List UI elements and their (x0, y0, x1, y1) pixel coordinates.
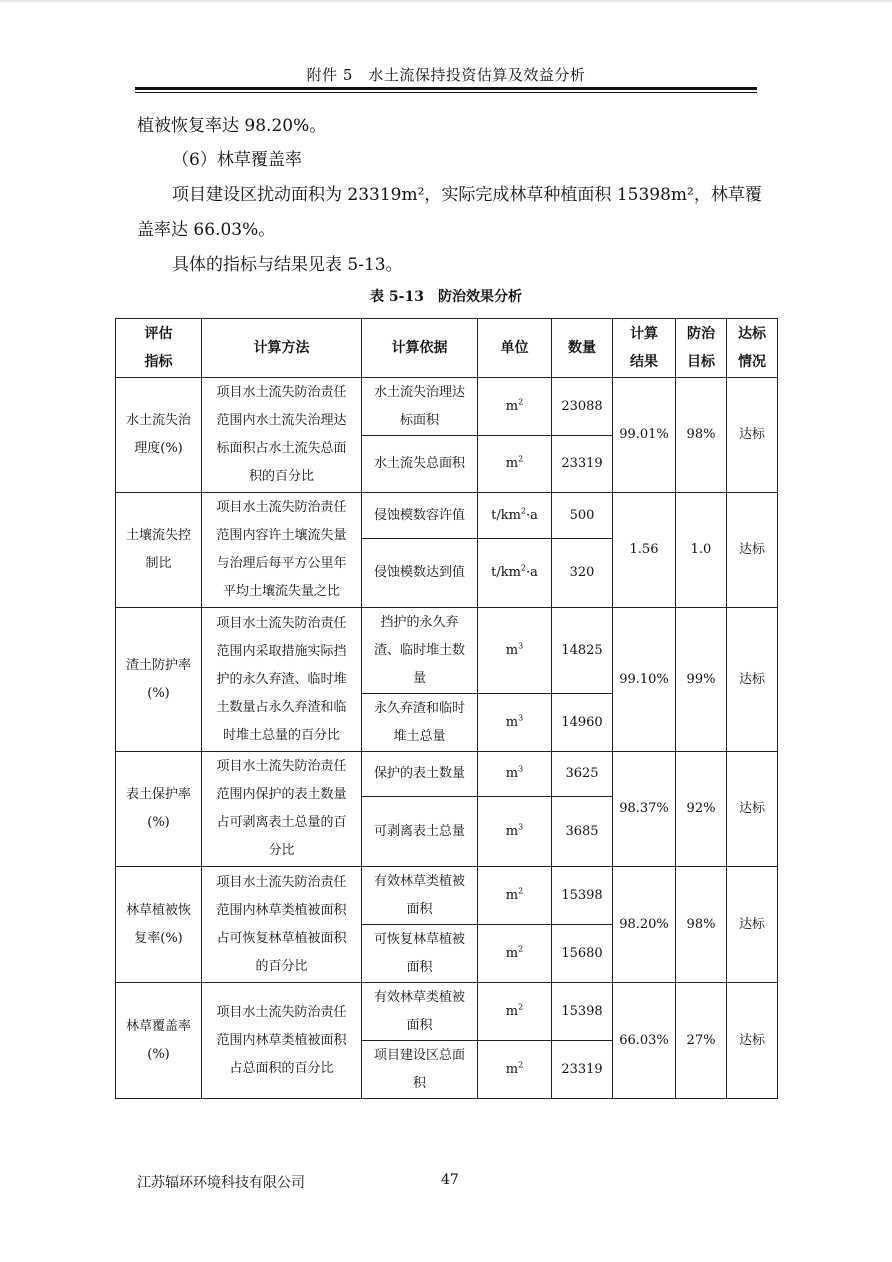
header-basis: 计算依据 (362, 319, 478, 378)
page-top-border (0, 0, 892, 2)
target-cell: 98% (676, 378, 727, 493)
header-rule-thin (135, 92, 757, 93)
header-method: 计算方法 (202, 319, 362, 378)
page-number: 47 (441, 1172, 459, 1188)
unit-cell: $m^2$ (478, 867, 552, 925)
unit-cell: $m^3$ (478, 797, 552, 867)
unit-cell: $m^2$ (478, 983, 552, 1041)
paragraph-line: 项目建设区扰动面积为 23319m²，实际完成林草种植面积 15398m²，林草覆 (172, 185, 762, 205)
quantity-cell: 15680 (552, 925, 613, 983)
paragraph-line: 具体的指标与结果见表 5-13。 (172, 255, 403, 275)
target-cell: 98% (676, 867, 727, 983)
result-cell: 1.56 (613, 493, 676, 608)
indicator-cell: 林草覆盖率(%) (116, 983, 202, 1099)
basis-cell: 项目建设区总面积 (362, 1041, 478, 1099)
method-cell: 项目水土流失防治责任范围内林草类植被面积占总面积的百分比 (202, 983, 362, 1099)
header-indicator: 评估 指标 (116, 319, 202, 378)
status-cell: 达标 (727, 493, 778, 608)
table-row (116, 493, 778, 539)
header-rule-thick (135, 87, 757, 90)
basis-cell: 有效林草类植被面积 (362, 867, 478, 925)
method-cell: 项目水土流失防治责任范围内容许土壤流失量与治理后每平方公里年平均土壤流失量之比 (202, 493, 362, 608)
text-line-recovery-rate: 植被恢复率达 98.20%。 (137, 116, 327, 136)
section-heading: （6）林草覆盖率 (172, 150, 302, 170)
paragraph-line: 盖率达 66.03%。 (137, 220, 276, 240)
basis-cell: 侵蚀模数容许值 (362, 493, 478, 539)
footer-company: 江苏辐环环境科技有限公司 (137, 1175, 305, 1191)
quantity-cell: 14825 (552, 608, 613, 694)
table-row (116, 752, 778, 797)
header-target: 防治 目标 (676, 319, 727, 378)
quantity-cell: 23088 (552, 378, 613, 436)
quantity-cell: 320 (552, 539, 613, 608)
quantity-cell: 23319 (552, 1041, 613, 1099)
result-cell: 99.10% (613, 608, 676, 752)
unit-cell: $m^2$ (478, 378, 552, 436)
basis-cell: 水土流失治理达标面积 (362, 378, 478, 436)
quantity-cell: 3685 (552, 797, 613, 867)
indicator-cell: 林草植被恢复率(%) (116, 867, 202, 983)
table-row (116, 608, 778, 694)
indicator-cell: 渣土防护率(%) (116, 608, 202, 752)
quantity-cell: 3625 (552, 752, 613, 797)
header-unit: 单位 (478, 319, 552, 378)
quantity-cell: 500 (552, 493, 613, 539)
method-cell: 项目水土流失防治责任范围内采取措施实际挡护的永久弃渣、临时堆土数量占永久弃渣和临时堆土总量的百分比 (202, 608, 362, 752)
target-cell: 99% (676, 608, 727, 752)
basis-cell: 保护的表土数量 (362, 752, 478, 797)
result-cell: 66.03% (613, 983, 676, 1099)
result-cell: 99.01% (613, 378, 676, 493)
quantity-cell: 23319 (552, 436, 613, 493)
quantity-cell: 14960 (552, 694, 613, 752)
status-cell: 达标 (727, 378, 778, 493)
status-cell: 达标 (727, 752, 778, 867)
header-status: 达标 情况 (727, 319, 778, 378)
running-header: 附件 5 水土流保持投资估算及效益分析 (306, 66, 586, 84)
header-quantity: 数量 (552, 319, 613, 378)
basis-cell: 可剥离表土总量 (362, 797, 478, 867)
status-cell: 达标 (727, 983, 778, 1099)
table-row (116, 867, 778, 925)
method-cell: 项目水土流失防治责任范围内林草类植被面积占可恢复林草植被面积的百分比 (202, 867, 362, 983)
result-cell: 98.37% (613, 752, 676, 867)
header-result: 计算 结果 (613, 319, 676, 378)
status-cell: 达标 (727, 867, 778, 983)
basis-cell: 侵蚀模数达到值 (362, 539, 478, 608)
indicator-cell: 土壤流失控制比 (116, 493, 202, 608)
unit-cell: $m^3$ (478, 608, 552, 694)
indicator-cell: 表土保护率(%) (116, 752, 202, 867)
target-cell: 1.0 (676, 493, 727, 608)
method-cell: 项目水土流失防治责任范围内保护的表土数量占可剥离表土总量的百分比 (202, 752, 362, 867)
basis-cell: 挡护的永久弃渣、临时堆土数量 (362, 608, 478, 694)
unit-cell: $t/km^2\cdot a$ (478, 539, 552, 608)
indicator-cell: 水土流失治理度(%) (116, 378, 202, 493)
quantity-cell: 15398 (552, 867, 613, 925)
basis-cell: 有效林草类植被面积 (362, 983, 478, 1041)
table-caption: 表 5-13 防治效果分析 (370, 289, 522, 305)
target-cell: 92% (676, 752, 727, 867)
quantity-cell: 15398 (552, 983, 613, 1041)
target-cell: 27% (676, 983, 727, 1099)
basis-cell: 可恢复林草植被面积 (362, 925, 478, 983)
method-cell: 项目水土流失防治责任范围内水土流失治理达标面积占水土流失总面积的百分比 (202, 378, 362, 493)
status-cell: 达标 (727, 608, 778, 752)
unit-cell: $m^2$ (478, 1041, 552, 1099)
unit-cell: $m^3$ (478, 694, 552, 752)
table-header-row (116, 319, 778, 378)
unit-cell: $m^3$ (478, 752, 552, 797)
unit-cell: $t/km^2\cdot a$ (478, 493, 552, 539)
basis-cell: 永久弃渣和临时堆土总量 (362, 694, 478, 752)
basis-cell: 水土流失总面积 (362, 436, 478, 493)
unit-cell: $m^2$ (478, 436, 552, 493)
unit-cell: $m^2$ (478, 925, 552, 983)
table-row (116, 983, 778, 1041)
result-cell: 98.20% (613, 867, 676, 983)
table-row (116, 378, 778, 436)
effect-analysis-table (115, 318, 778, 1099)
